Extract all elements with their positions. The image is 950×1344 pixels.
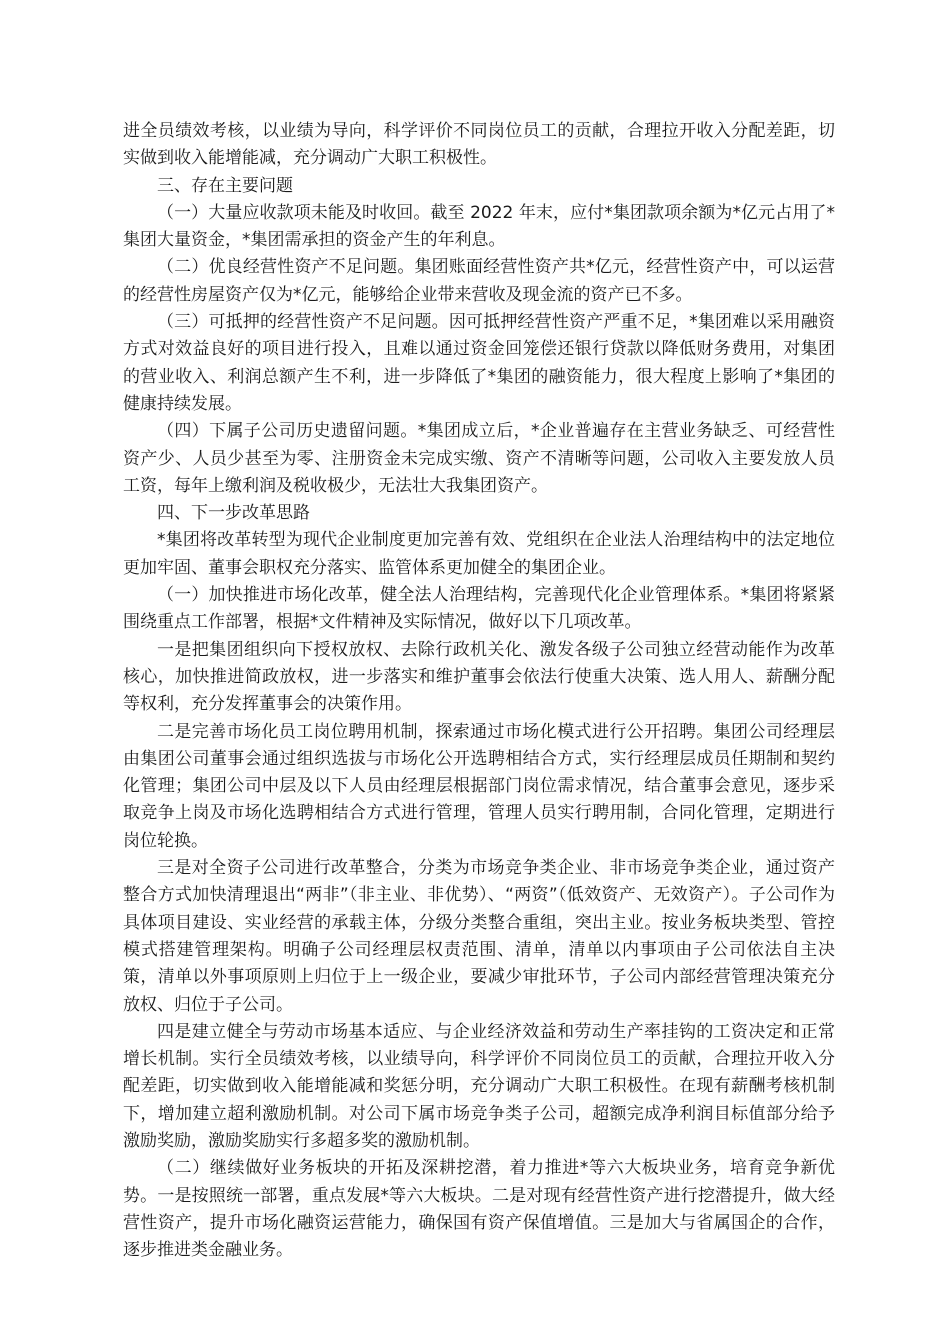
paragraph-reform-1-item-4: 四是建立健全与劳动市场基本适应、与企业经济效益和劳动生产率挂钩的工资决定和正常增长机制。实行全员绩效考核，以业绩导向，科学评价不同岗位员工的贡献，合理拉开收入分配差距，切实做到收入能增能减和奖惩分明，充分调动广大职工积极性。在现有薪酬考核机制下，增加建立超利激励机制。对公司下属市场竞争类子公司，超额完成净利润目标值部分给予激励奖励，激励奖励实行多超多奖的激励机制。 [123, 1021, 835, 1151]
paragraph-issue-1: （一）大量应收款项未能及时收回。截至 2022 年末，应付*集团款项余额为*亿元占用了*集团大量资金，*集团需承担的资金产生的年利息。 [123, 202, 835, 251]
paragraph-issue-4: （四）下属子公司历史遗留问题。*集团成立后，*企业普遍存在主营业务缺乏、可经营性资产少、人员少甚至为零、注册资金未完成实缴、资产不清晰等问题，公司收入主要发放人员工资，每年上缴利润及税收极少，无法壮大我集团资产。 [123, 421, 835, 496]
paragraph-reform-1-item-3: 三是对全资子公司进行改革整合，分类为市场竞争类企业、非市场竞争类企业，通过资产整合方式加快清理退出“两非”（非主业、非优势）、“两资”（低效资产、无效资产）。子公司作为具体项目建设、实业经营的承载主体，分级分类整合重组，突出主业。按业务板块类型、管控模式搭建管理架构。明确子公司经理层权责范围、清单，清单以内事项由子公司依法自主决策，清单以外事项原则上归位于上一级企业，要减少审批环节，子公司内部经营管理决策充分放权、归位于子公司。 [123, 858, 835, 1015]
paragraph-reform-1: （一）加快推进市场化改革，健全法人治理结构，完善现代化企业管理体系。*集团将紧紧围绕重点工作部署，根据*文件精神及实际情况，做好以下几项改革。 [123, 585, 835, 633]
paragraph-issue-3: （三）可抵押的经营性资产不足问题。因可抵押经营性资产严重不足，*集团难以采用融资方式对效益良好的项目进行投入，且难以通过资金回笼偿还银行贷款以降低财务费用，对集团的营业收入、利润总额产生不利，进一步降低了*集团的融资能力，很大程度上影响了*集团的健康持续发展。 [123, 312, 835, 414]
paragraph-reform-intro: *集团将改革转型为现代企业制度更加完善有效、党组织在企业法人治理结构中的法定地位更加牢固、董事会职权充分落实、监管体系更加健全的集团企业。 [123, 530, 835, 578]
paragraph-continuation: 进全员绩效考核，以业绩为导向，科学评价不同岗位员工的贡献，合理拉开收入分配差距，切实做到收入能增能减，充分调动广大职工积极性。 [123, 121, 835, 169]
paragraph-issue-2: （二）优良经营性资产不足问题。集团账面经营性资产共*亿元，经营性资产中，可以运营的经营性房屋资产仅为*亿元，能够给企业带来营收及现金流的资产已不多。 [123, 257, 835, 305]
section-heading-3: 三、存在主要问题 [157, 175, 293, 196]
paragraph-reform-1-item-2: 二是完善市场化员工岗位聘用机制，探索通过市场化模式进行公开招聘。集团公司经理层由集团公司董事会通过组织选拔与市场化公开选聘相结合方式，实行经理层成员任期制和契约化管理；集团公司中层及以下人员由经理层根据部门岗位需求情况，结合董事会意见，逐步采取竞争上岗及市场化选聘相结合方式进行管理，管理人员实行聘用制，合同化管理，定期进行岗位轮换。 [123, 721, 835, 851]
section-heading-4: 四、下一步改革思路 [157, 503, 310, 524]
document-body [123, 118, 835, 1264]
paragraph-reform-2: （二）继续做好业务板块的开拓及深耕挖潜，着力推进*等六大板块业务，培育竞争新优势。一是按照统一部署，重点发展*等六大板块。二是对现有经营性资产进行挖潜提升，做大经营性资产，提升市场化融资运营能力，确保国有资产保值增值。三是加大与省属国企的合作，逐步推进类金融业务。 [123, 1158, 835, 1261]
paragraph-reform-1-item-1: 一是把集团组织向下授权放权、去除行政机关化、激发各级子公司独立经营动能作为改革核心，加快推进简政放权，进一步落实和维护董事会依法行使重大决策、选人用人、薪酬分配等权利，充分发挥董事会的决策作用。 [123, 639, 835, 715]
